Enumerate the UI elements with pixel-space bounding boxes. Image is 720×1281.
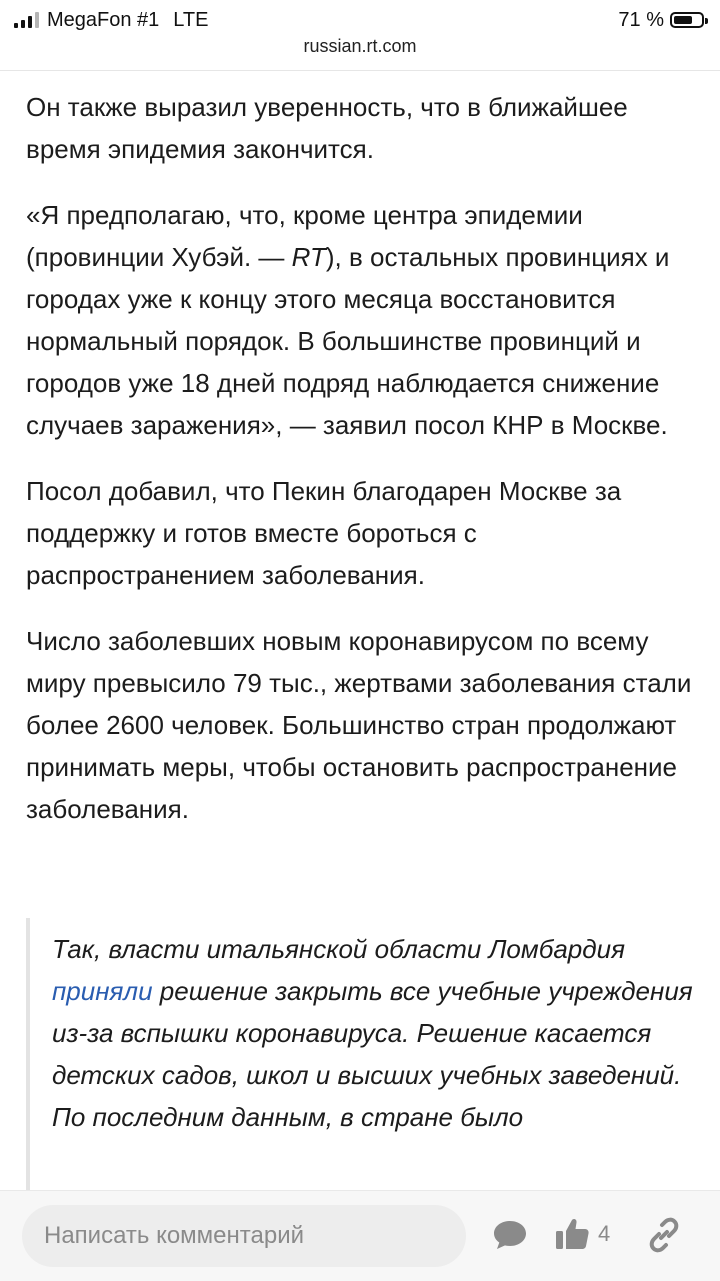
paragraph-2-end: ), в остальных провинциях и городах уже к концу этого месяца восстановится нормальный порядок. В большинстве провинций и городов уже 18 дней подряд наблюдается снижение случаев заражения», — заявил посол КНР в Москве.	[26, 242, 670, 440]
paragraph-4: Число заболевших новым коронавирусом по всему миру превысило 79 тыс., жертвами заболевания стали более 2600 человек. Большинство стран продолжают принимать меры, чтобы остановить распространение заболевания.	[26, 626, 692, 824]
bottom-bar	[0, 1190, 720, 1281]
likes-count: 4	[598, 1221, 611, 1246]
article-body	[26, 86, 696, 854]
status-bar	[0, 0, 720, 40]
status-left	[14, 8, 209, 32]
blockquote	[26, 918, 720, 1190]
blockquote-end: решение закрыть все учебные учреждения из-за вспышки коронавируса. Решение касается детских садов, школ и высших учебных заведений. По последним данным, в стране было	[52, 976, 693, 1132]
url-text: russian.rt.com	[303, 36, 417, 56]
url-bar[interactable]	[0, 36, 720, 66]
paragraph-3: Посол добавил, что Пекин благодарен Москве за поддержку и готов вместе бороться с распространением заболевания.	[26, 476, 622, 590]
battery-icon	[670, 12, 704, 28]
paragraph-2-rt: RT	[291, 242, 326, 272]
paragraph-1: Он также выразил уверенность, что в ближайшее время эпидемия закончится.	[26, 92, 628, 164]
comment-input[interactable]: Написать комментарий	[22, 1205, 466, 1267]
network-type: LTE	[173, 8, 209, 31]
paragraph-2	[26, 194, 696, 446]
share-link-icon[interactable]	[644, 1215, 684, 1255]
paragraph-2-start: «Я предполагаю, что, кроме центра эпидемии (провинции Хубэй. —	[26, 200, 583, 272]
signal-strength-icon	[14, 12, 39, 28]
blockquote-start: Так, власти итальянской области Ломбардия	[52, 934, 625, 964]
status-right	[618, 8, 704, 32]
battery-percent: 71 %	[618, 8, 664, 31]
like-icon[interactable]	[552, 1213, 592, 1255]
blockquote-bar	[26, 918, 30, 1190]
carrier-name: MegaFon #1	[47, 8, 160, 31]
header-divider	[0, 70, 720, 71]
blockquote-link[interactable]: приняли	[52, 976, 153, 1006]
blockquote-text	[52, 928, 702, 1138]
comment-icon[interactable]	[490, 1215, 530, 1255]
